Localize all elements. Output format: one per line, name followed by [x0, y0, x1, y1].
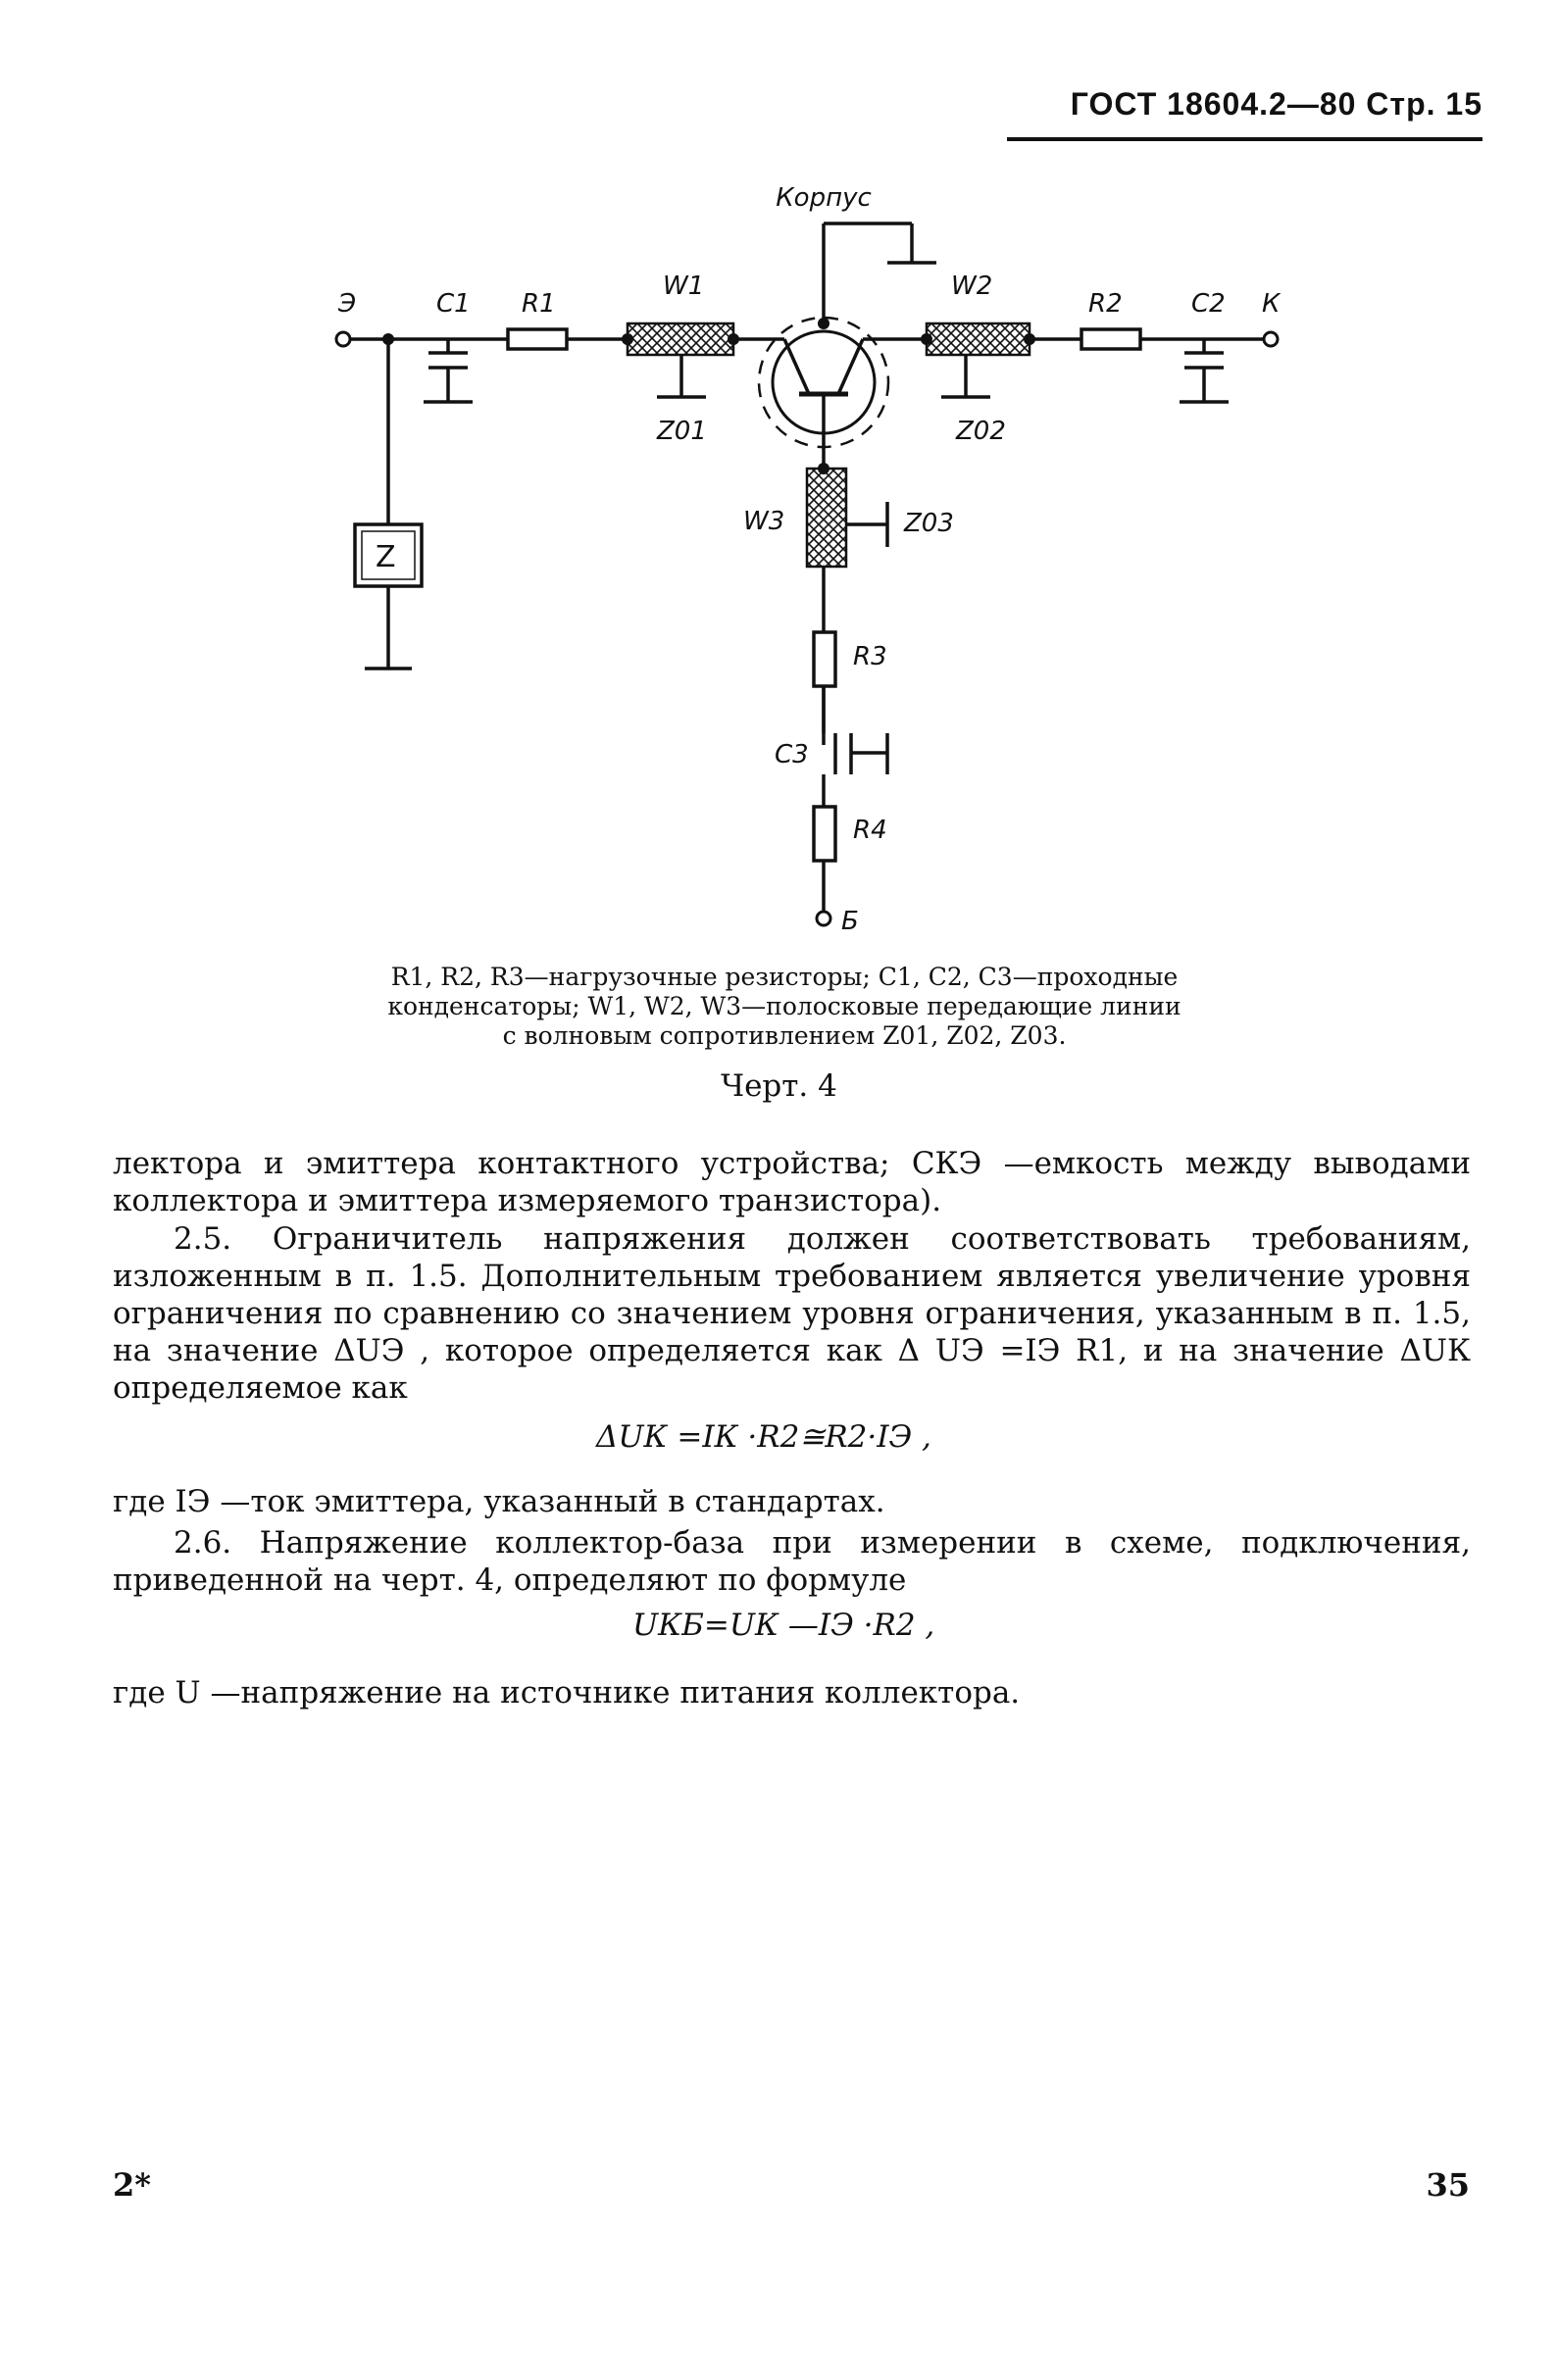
label-c3: C3	[775, 740, 809, 769]
caption-line-1: R1, R2, R3—нагрузочные резисторы; C1, C2, C3—проходные	[390, 963, 1179, 991]
label-w3: W3	[743, 507, 785, 536]
paragraph-continuation: лектора и эмиттера контактного устройства; CКЭ —емкость между выводами коллектора и эмиттера измеряемого транзистора).	[113, 1146, 1471, 1218]
formula-ukb: UКБ=UК —IЭ ·R2 ,	[632, 1608, 935, 1643]
label-r1: R1	[522, 289, 556, 319]
label-e: Э	[338, 289, 357, 319]
label-z03: Z03	[904, 509, 954, 538]
label-r4: R4	[853, 816, 887, 845]
label-z02: Z02	[956, 417, 1006, 446]
paragraph-where-ie: где IЭ —ток эмиттера, указанный в стандартах.	[113, 1484, 885, 1519]
label-z: Z	[376, 540, 396, 574]
label-z01: Z01	[657, 417, 707, 446]
label-r2: R2	[1088, 289, 1123, 319]
paragraph-where-u: где U —напряжение на источнике питания коллектора.	[113, 1675, 1021, 1711]
caption-line-3: с волновым сопротивлением Z01, Z02, Z03.	[502, 1021, 1067, 1050]
page-number: 35	[1426, 2166, 1470, 2204]
label-c2: C2	[1191, 289, 1226, 319]
circuit-schematic	[0, 0, 1558, 980]
label-b: Б	[841, 907, 859, 936]
label-w1: W1	[663, 272, 705, 301]
label-r3: R3	[853, 642, 887, 671]
label-korpus: Корпус	[776, 183, 872, 213]
label-k: К	[1262, 289, 1281, 319]
label-w2: W2	[951, 272, 993, 301]
label-c1: C1	[436, 289, 471, 319]
formula-delta-uk: ΔUК =IК ·R2≅R2·IЭ ,	[596, 1419, 931, 1455]
figure-label: Черт. 4	[721, 1068, 837, 1104]
caption-line-2: конденсаторы; W1, W2, W3—полосковые передающие линии	[387, 992, 1181, 1020]
paragraph-2-5: 2.5. Ограничитель напряжения должен соответствовать требованиям, изложенным в п. 1.5. Дополнительным требованием является увеличение уровня ограничения по сравнению со значением уровня ограничения, указанным в п. 1.5, на значение ΔUЭ , которое определяется как Δ UЭ =IЭ R1, и на значение ΔUК определяемое как	[113, 1221, 1471, 1406]
paragraph-2-6: 2.6. Напряжение коллектор-база при измерении в схеме, подключения, приведенной на черт. 4, определяют по формуле	[113, 1525, 1471, 1598]
footer-signature-mark: 2*	[113, 2166, 151, 2204]
page-header: ГОСТ 18604.2—80 Стр. 15	[1070, 86, 1483, 122]
